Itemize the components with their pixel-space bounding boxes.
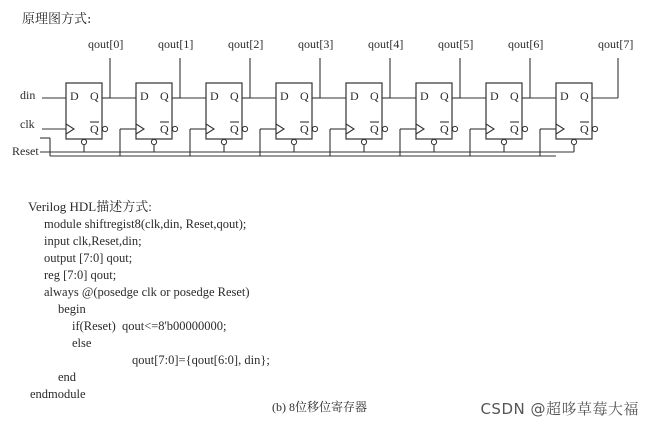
q-pin-label: Q: [230, 89, 239, 103]
flipflop-1: [120, 37, 206, 156]
q-pin-label: Q: [370, 89, 379, 103]
qout-label-4: qout[4]: [368, 37, 404, 51]
q-pin-label: Q: [440, 89, 449, 103]
qout-label-6: qout[6]: [508, 37, 544, 51]
flipflop-6: [470, 37, 556, 156]
figure-caption: (b) 8位移位寄存器: [272, 400, 367, 414]
qbar-bubble: [522, 126, 527, 131]
code-line: if(Reset) qout<=8'b00000000;: [72, 319, 227, 333]
q-pin-label: Q: [580, 89, 589, 103]
d-pin-label: D: [140, 89, 149, 103]
code-line: qout[7:0]={qout[6:0], din};: [132, 353, 270, 367]
d-pin-label: D: [210, 89, 219, 103]
reset-bubble: [361, 139, 366, 144]
din-label: din: [20, 88, 36, 102]
code-line: else: [72, 336, 92, 350]
qbar-bubble: [242, 126, 247, 131]
reset-label: Reset: [12, 144, 39, 158]
qbar-pin-label: Q: [300, 122, 309, 136]
q-pin-label: Q: [90, 89, 99, 103]
d-pin-label: D: [350, 89, 359, 103]
d-pin-label: D: [70, 89, 79, 103]
qbar-bubble: [592, 126, 597, 131]
reset-bubble: [571, 139, 576, 144]
flipflop-5: [400, 37, 486, 156]
reset-bubble: [291, 139, 296, 144]
q-pin-label: Q: [300, 89, 309, 103]
flipflop-4: [330, 37, 416, 156]
qbar-pin-label: Q: [510, 122, 519, 136]
code-line: module shiftregist8(clk,din, Reset,qout);: [44, 217, 247, 231]
qbar-bubble: [452, 126, 457, 131]
reset-bubble: [81, 139, 86, 144]
qbar-pin-label: Q: [90, 122, 99, 136]
code-line: begin: [58, 302, 86, 316]
code-line: reg [7:0] qout;: [44, 268, 117, 282]
flipflop-7: [540, 37, 633, 156]
d-pin-label: D: [420, 89, 429, 103]
shift-register-schematic: [0, 0, 653, 200]
flipflop-chain: [66, 37, 633, 156]
reset-bubble: [501, 139, 506, 144]
reset-bubble: [431, 139, 436, 144]
code-line: input clk,Reset,din;: [44, 234, 142, 248]
qbar-pin-label: Q: [580, 122, 589, 136]
flipflop-3: [260, 37, 346, 156]
code-line: output [7:0] qout;: [44, 251, 133, 265]
qout-label-1: qout[1]: [158, 37, 194, 51]
watermark: CSDN @超哆草莓大福: [480, 400, 639, 418]
reset-bubble: [151, 139, 156, 144]
flipflop-2: [190, 37, 276, 156]
qout-label-7: qout[7]: [598, 37, 634, 51]
flipflop-0: [66, 37, 136, 152]
reset-bubble: [221, 139, 226, 144]
qbar-pin-label: Q: [230, 122, 239, 136]
qout-label-3: qout[3]: [298, 37, 334, 51]
code-line: endmodule: [30, 387, 86, 401]
q-pin-label: Q: [160, 89, 169, 103]
qbar-pin-label: Q: [370, 122, 379, 136]
q-pin-label: Q: [510, 89, 519, 103]
qbar-bubble: [172, 126, 177, 131]
qbar-bubble: [312, 126, 317, 131]
code-title: Verilog HDL描述方式:: [28, 199, 152, 214]
code-line: always @(posedge clk or posedge Reset): [44, 285, 250, 299]
qout-label-5: qout[5]: [438, 37, 474, 51]
clk-label: clk: [20, 117, 35, 131]
qout-label-0: qout[0]: [88, 37, 124, 51]
code-line: end: [58, 370, 77, 384]
d-pin-label: D: [280, 89, 289, 103]
qbar-bubble: [382, 126, 387, 131]
d-pin-label: D: [560, 89, 569, 103]
qout-label-2: qout[2]: [228, 37, 264, 51]
schematic-title: 原理图方式:: [22, 12, 92, 27]
qbar-bubble: [102, 126, 107, 131]
qbar-pin-label: Q: [440, 122, 449, 136]
d-pin-label: D: [490, 89, 499, 103]
qbar-pin-label: Q: [160, 122, 169, 136]
